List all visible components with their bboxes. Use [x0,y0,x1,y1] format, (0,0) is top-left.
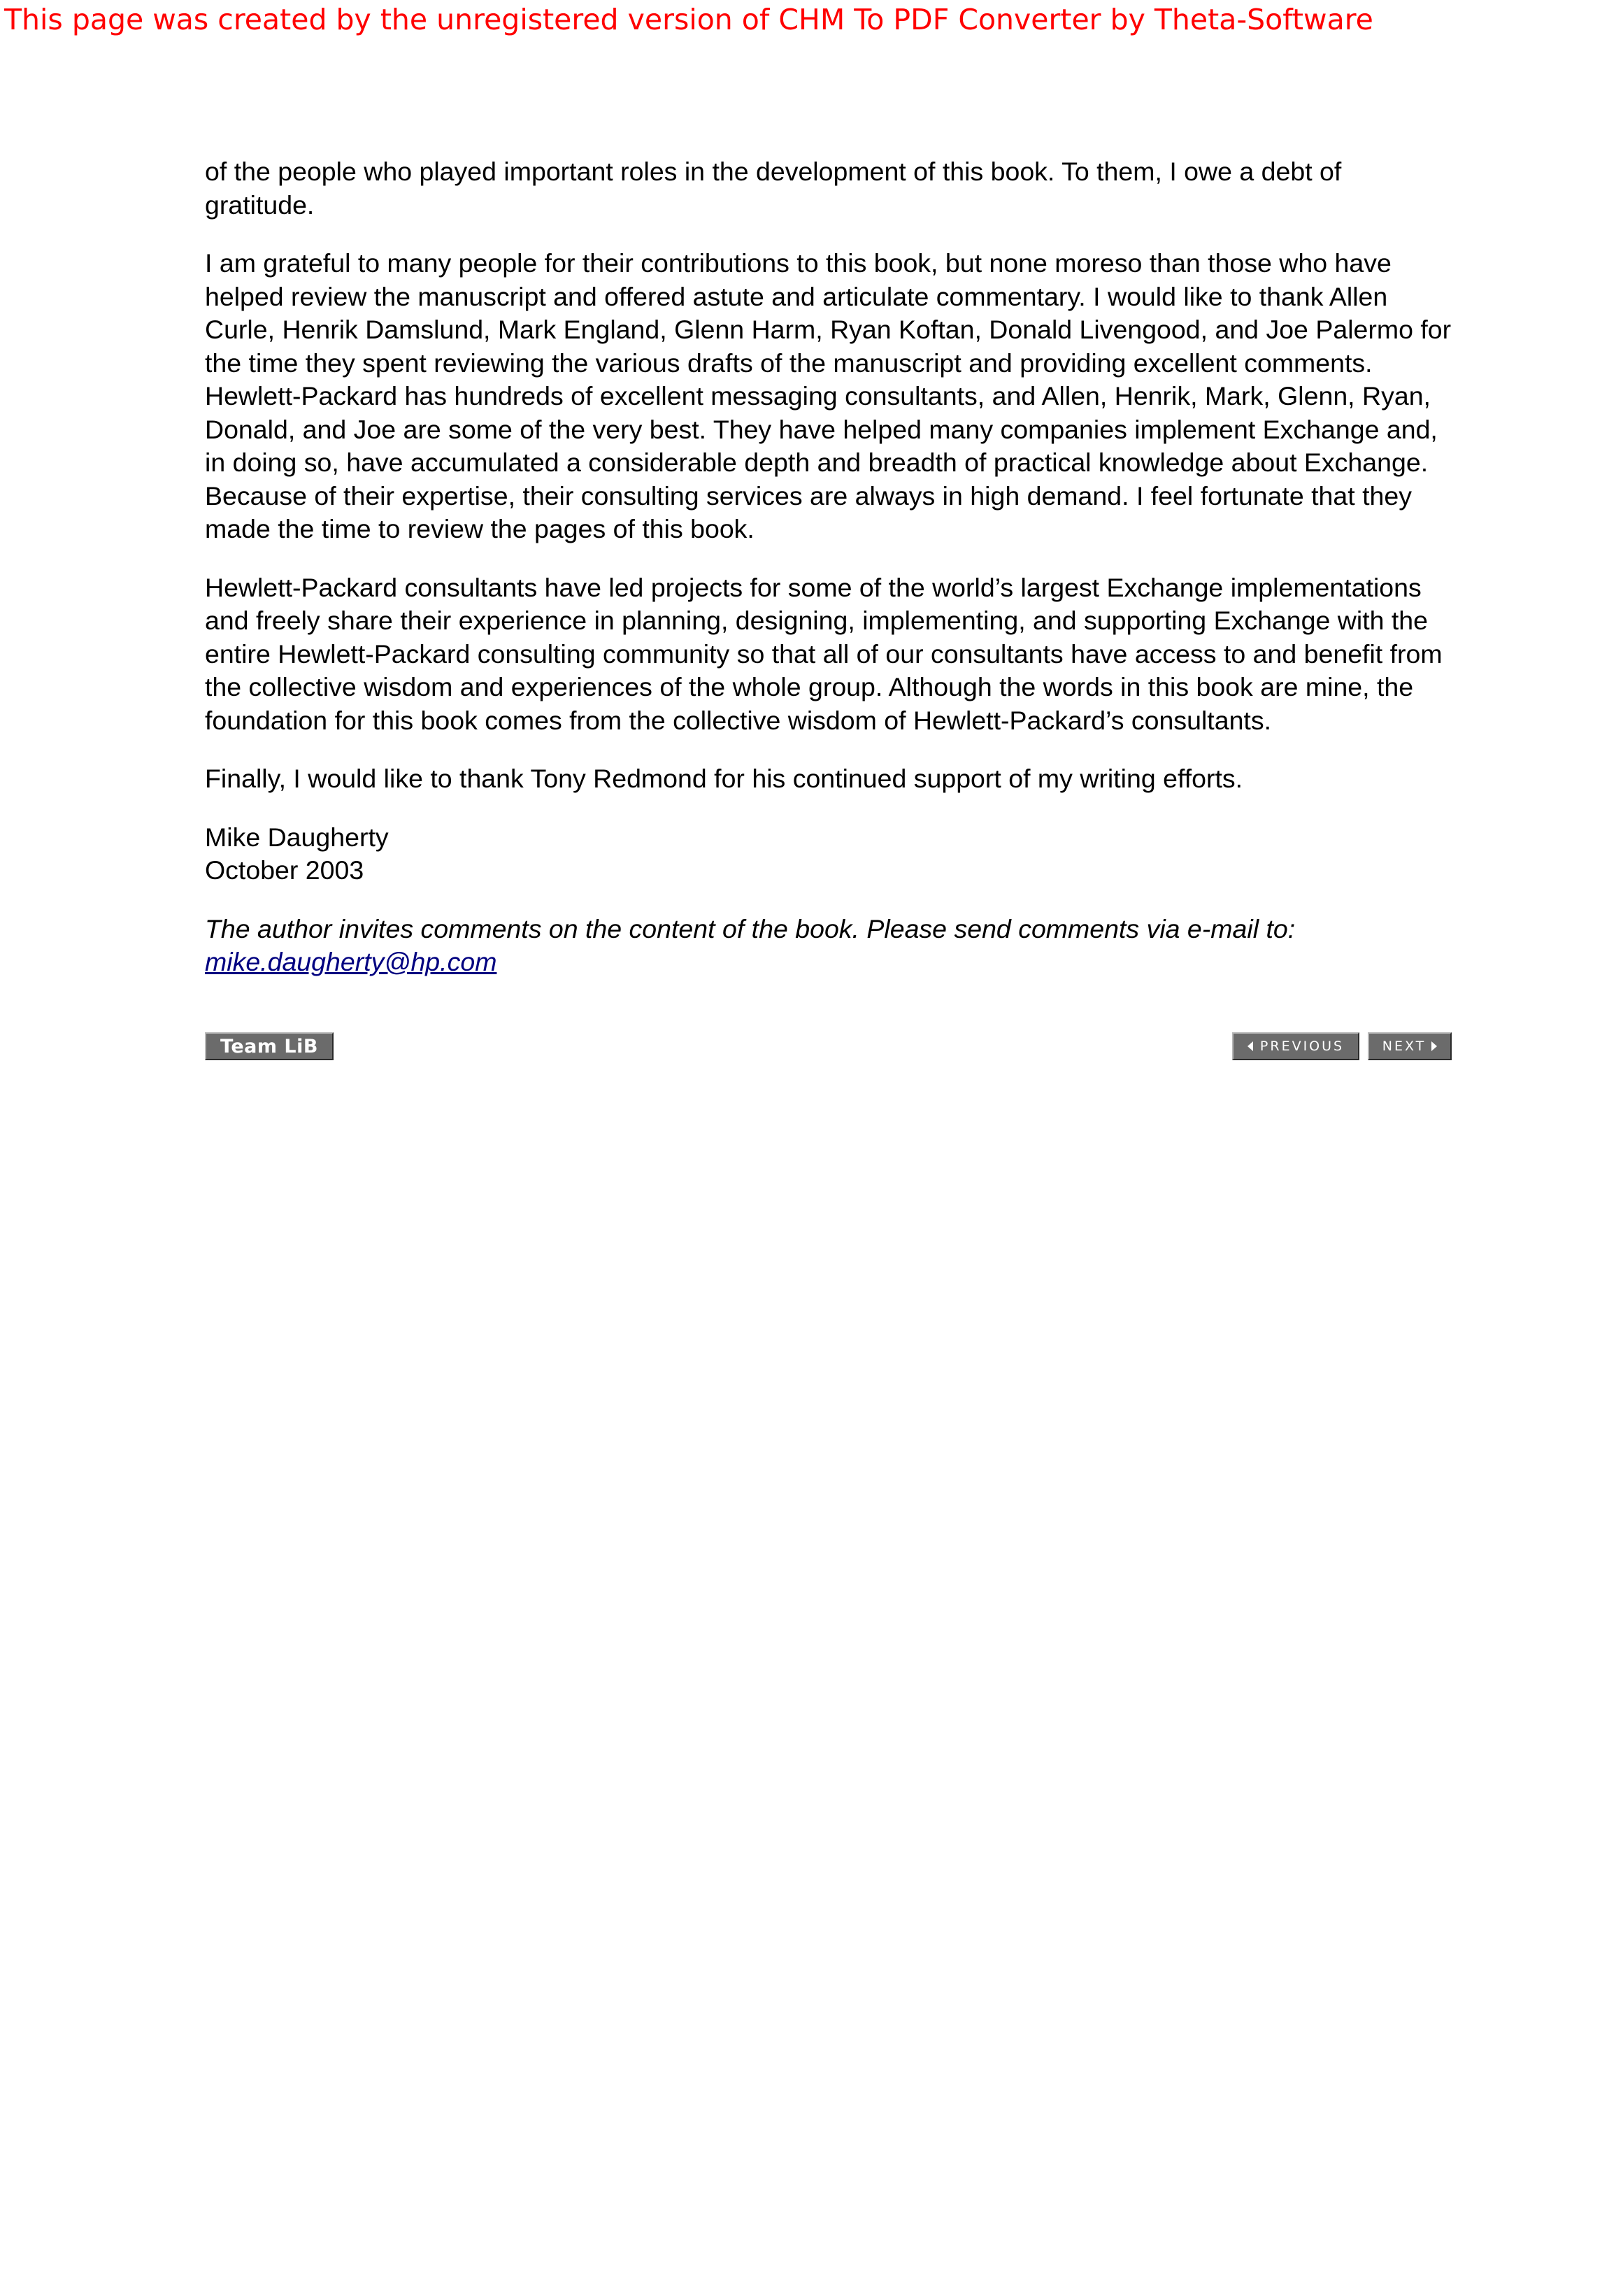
previous-label: PREVIOUS [1259,1039,1345,1054]
author-note-text: The author invites comments on the content of the book. Please send comments via e-mail to: [205,913,1296,943]
paragraph-reviewers: I am grateful to many people for their contributions to this book, but none moreso than those who have helped review the manuscript and offered astute and articulate commentary. I would like to thank Allen Curle, Henrik Damslund, Mark England, Glenn Harm, Ryan Koftan, Donald Livengood, and Joe Palermo for the time they spent reviewing the various drafts of the manuscript and providing excellent comments. Hewlett-Packard has hundreds of excellent messaging consultants, and Allen, Henrik, Mark, Glenn, Ryan, Donald, and Joe are some of the very best. They have helped many companies implement Exchange and, in doing so, have accumulated a considerable depth and breadth of practical knowledge about Exchange. Because of their expertise, their consulting services are always in high demand. I feel fortunate that they made the time to review the pages of this book. [205,248,1452,543]
paragraph-hp-consultants: Hewlett-Packard consultants have led projects for some of the world’s largest Exchange implementations and freely share their experience in planning, designing, implementing, and supporting Exchange with the entire Hewlett-Packard consulting community so that all of our consultants have access to and benefit from the collective wisdom and experiences of the whole group. Although the words in this book are mine, the foundation for this book comes from the collective wisdom of Hewlett-Packard’s consultants. [205,572,1443,735]
converter-watermark: This page was created by the unregistered version of CHM To PDF Converter by Theta-Software [4,3,1373,36]
paragraph-thanks: Finally, I would like to thank Tony Redmond for his continued support of my writing efforts. [205,764,1243,793]
arrow-right-icon [1431,1041,1437,1051]
author-email-link[interactable]: mike.daugherty@hp.com [205,947,497,976]
paragraph-intro-continuation: of the people who played important roles in the development of this book. To them, I owe a debt of gratitude. [205,157,1342,220]
signature-date: October 2003 [205,855,364,885]
arrow-left-icon [1247,1041,1253,1051]
team-lib-button[interactable]: Team LiB [205,1032,334,1060]
previous-button[interactable] [1232,1032,1359,1060]
bottom-navigation [205,1032,1457,1063]
next-label: NEXT [1382,1039,1427,1054]
page-content [205,155,1457,1004]
signature-block [205,821,1457,887]
author-note [205,913,1457,979]
signature-name: Mike Daugherty [205,822,389,852]
next-button[interactable] [1368,1032,1452,1060]
